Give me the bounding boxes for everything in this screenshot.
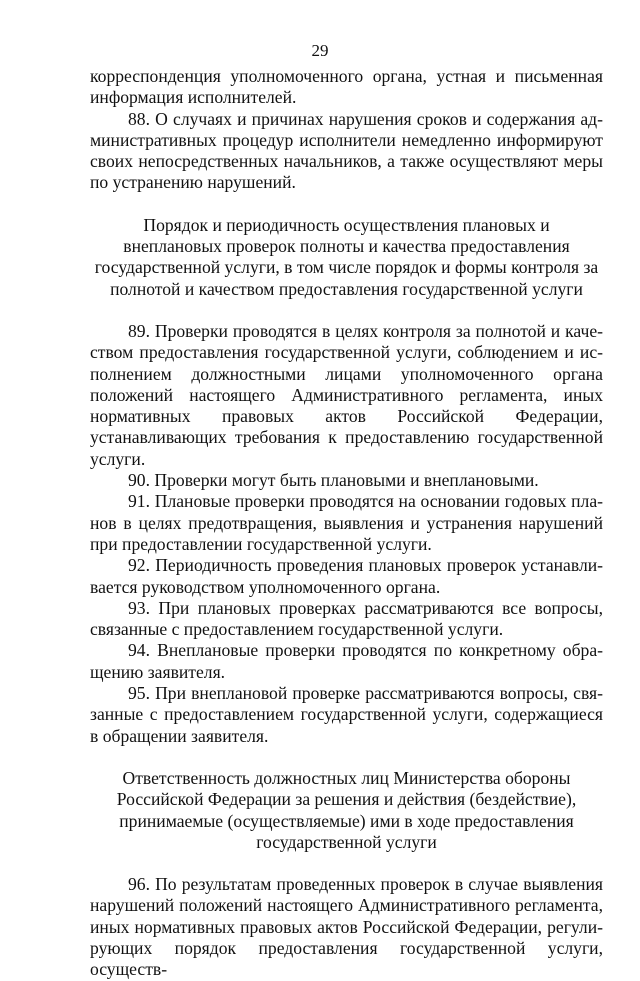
paragraph-94: 94. Внеплановые проверки проводятся по конкретному обращению заявителя. <box>90 640 603 682</box>
page-number: 29 <box>311 41 329 60</box>
section-heading-responsibility: Ответственность должностных лиц Министерства обороны Российской Федерации за решения и действия (бездействие), принимаемые (осуществляемые) ими в ходе предоставления государственной услуги <box>116 767 577 852</box>
paragraph-96: 96. По результатам проведенных проверок в случае выявления нарушений положений настоящего Административного регламента, иных нормативных правовых актов Российской Федерации, регулирующих порядок предоставления государственной услуги, осуществ- <box>90 874 603 980</box>
paragraph-88: 88. О случаях и причинах нарушения сроков и содержания административных процедур исполнители немедленно информируют своих непосредственных начальников, а также осуществляют меры по устранению нарушений. <box>90 108 603 193</box>
paragraph-91: 91. Плановые проверки проводятся на основании годовых планов в целях предотвращения, выявления и устранения нарушений при предоставлении государственной услуги. <box>90 491 603 554</box>
paragraph-89: 89. Проверки проводятся в целях контроля за полнотой и качеством предоставления государственной услуги, соблюдением и исполнением должностными лицами уполномоченного органа положений настоящего Административного регламента, иных нормативных правовых актов Российской Федерации, устанавливающих требования к предоставлению государственной услуги. <box>90 320 603 469</box>
paragraph-95: 95. При внеплановой проверке рассматриваются вопросы, связанные с предоставлением государственной услуги, содержащиеся в обращении заявителя. <box>90 683 603 746</box>
paragraph-continuation: корреспонденция уполномоченного органа, устная и письменная информация исполнителей. <box>90 66 603 108</box>
section-heading-inspections: Порядок и периодичность осуществления плановых и внеплановых проверок полноты и качества предоставления государственной услуги, в том числе порядок и формы контроля за полнотой и качеством предоставления государственной услуги <box>94 214 599 299</box>
paragraph-92: 92. Периодичность проведения плановых проверок устанавливается руководством уполномоченного органа. <box>90 555 603 597</box>
page-body <box>90 66 603 981</box>
paragraph-90: 90. Проверки могут быть плановыми и внеплановыми. <box>128 470 539 491</box>
paragraph-93: 93. При плановых проверках рассматриваются все вопросы, связанные с предоставлением государственной услуги. <box>90 597 603 640</box>
